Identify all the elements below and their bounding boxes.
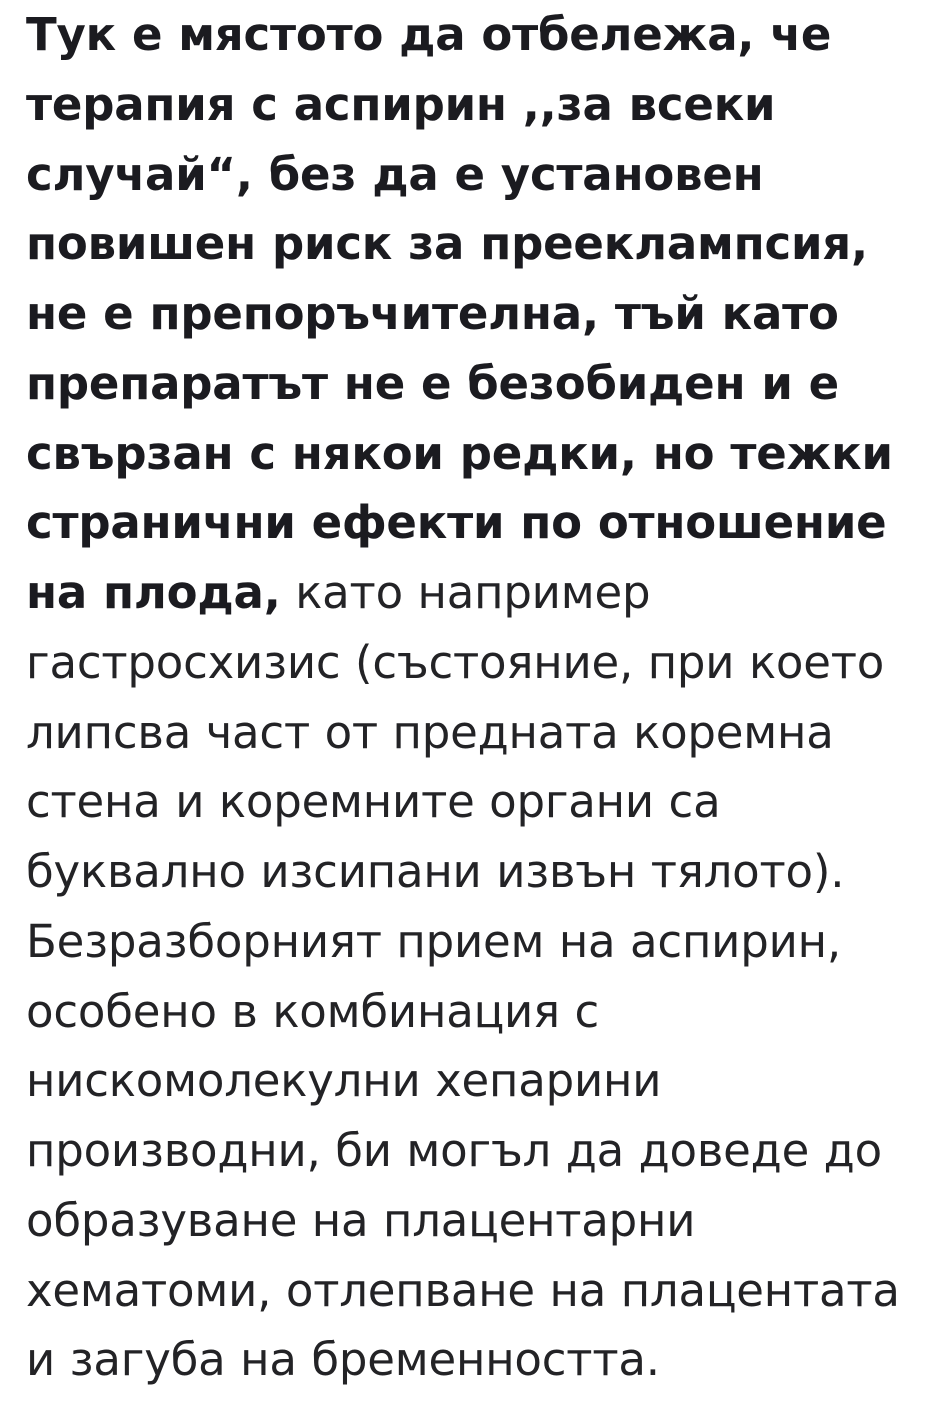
article-paragraph (26, 0, 920, 1395)
paragraph-regular-segment: като например гастросхизис (състояние, при което липсва част от предната коремна стена и коремните органи са буквално изсипани извън тялото). Безразборният прием на аспирин, особено в комбинация с нискомолекулни хепарини производни, би могъл да доведе до образуване на плацентарни хематоми, отлепване на плацентата и загуба на бременността. (26, 566, 900, 1387)
paragraph-bold-segment: Тук е мястото да отбележа, че терапия с аспирин ,,за всеки случай“, без да е установен повишен риск за прееклампсия, не е препоръчителна, тъй като препаратът не е безобиден и е свързан с някои редки, но тежки странични ефекти по отношение на плода, (26, 8, 893, 619)
article-body (26, 0, 920, 1395)
